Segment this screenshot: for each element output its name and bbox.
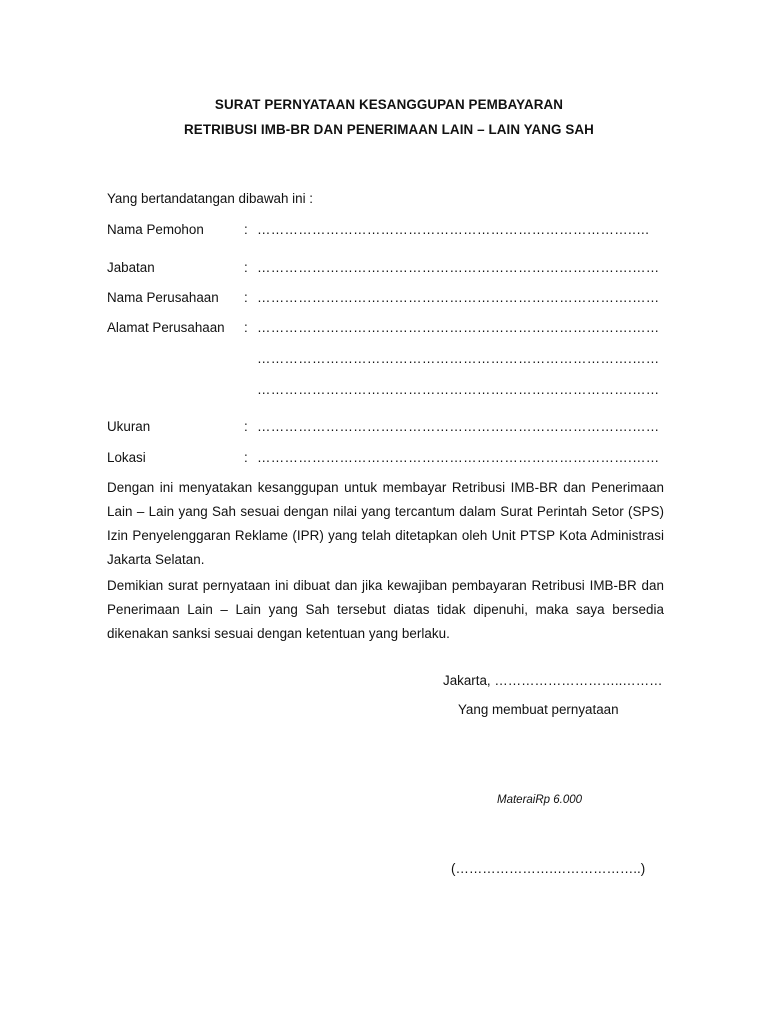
field-blank-alamat-line-3: ……………………………………………………………………….……: [257, 382, 660, 397]
field-blank-ukuran: ……………………………………………………………………….……: [257, 419, 660, 434]
signature-name-blank: (………………….………………..): [451, 861, 646, 876]
document-title-line-1: SURAT PERNYATAAN KESANGGUPAN PEMBAYARAN: [214, 97, 564, 112]
signer-label: Yang membuat pernyataan: [458, 702, 619, 717]
field-colon: :: [244, 222, 248, 237]
field-blank-nama-pemohon: ………………………………………………………………………..…: [257, 222, 650, 237]
statement-paragraph-1: Dengan ini menyatakan kesanggupan untuk membayar Retribusi IMB-BR dan Penerimaan Lain – Lain yang Sah sesuai dengan nilai yang tercantum dalam Surat Perintah Setor (SPS) Izin Penyelenggaran Reklame (IPR) yang telah ditetapkan oleh Unit PTSP Kota Administrasi Jakarta Selatan.: [107, 480, 664, 567]
statement-paragraph-2: Demikian surat pernyataan ini dibuat dan jika kewajiban pembayaran Retribusi IMB-BR dan Penerimaan Lain – Lain yang Sah tersebut diatas tidak dipenuhi, maka saya bersedia dikenakan sanksi sesuai dengan ketentuan yang berlaku.: [107, 578, 664, 641]
field-label-lokasi: Lokasi: [107, 450, 146, 465]
field-label-nama-perusahaan: Nama Perusahaan: [107, 290, 219, 305]
field-blank-alamat-line-1: ……………………………………………………………………….……: [257, 320, 660, 335]
field-colon: :: [244, 320, 248, 335]
field-blank-nama-perusahaan: ……………………………………………………………………….……: [257, 290, 660, 305]
field-label-nama-pemohon: Nama Pemohon: [107, 222, 204, 237]
materai-stamp-label: MateraiRp 6.000: [497, 794, 583, 806]
document-title-line-2: RETRIBUSI IMB-BR DAN PENERIMAAN LAIN – LAIN YANG SAH: [184, 122, 594, 137]
intro-text: Yang bertandatangan dibawah ini :: [107, 191, 313, 206]
field-label-jabatan: Jabatan: [107, 260, 155, 275]
field-blank-alamat-line-2: ……………………………………………………………………….……: [257, 351, 660, 366]
field-blank-lokasi: ……………………………………………………………………….……: [257, 450, 660, 465]
field-colon: :: [244, 450, 248, 465]
field-colon: :: [244, 290, 248, 305]
place-date: Jakarta, ………………………..………: [443, 673, 663, 688]
field-label-ukuran: Ukuran: [107, 419, 151, 434]
field-label-alamat-perusahaan: Alamat Perusahaan: [107, 320, 225, 335]
field-colon: :: [244, 260, 248, 275]
field-blank-jabatan: ……………………………………………………………………….……: [257, 260, 660, 275]
field-colon: :: [244, 419, 248, 434]
